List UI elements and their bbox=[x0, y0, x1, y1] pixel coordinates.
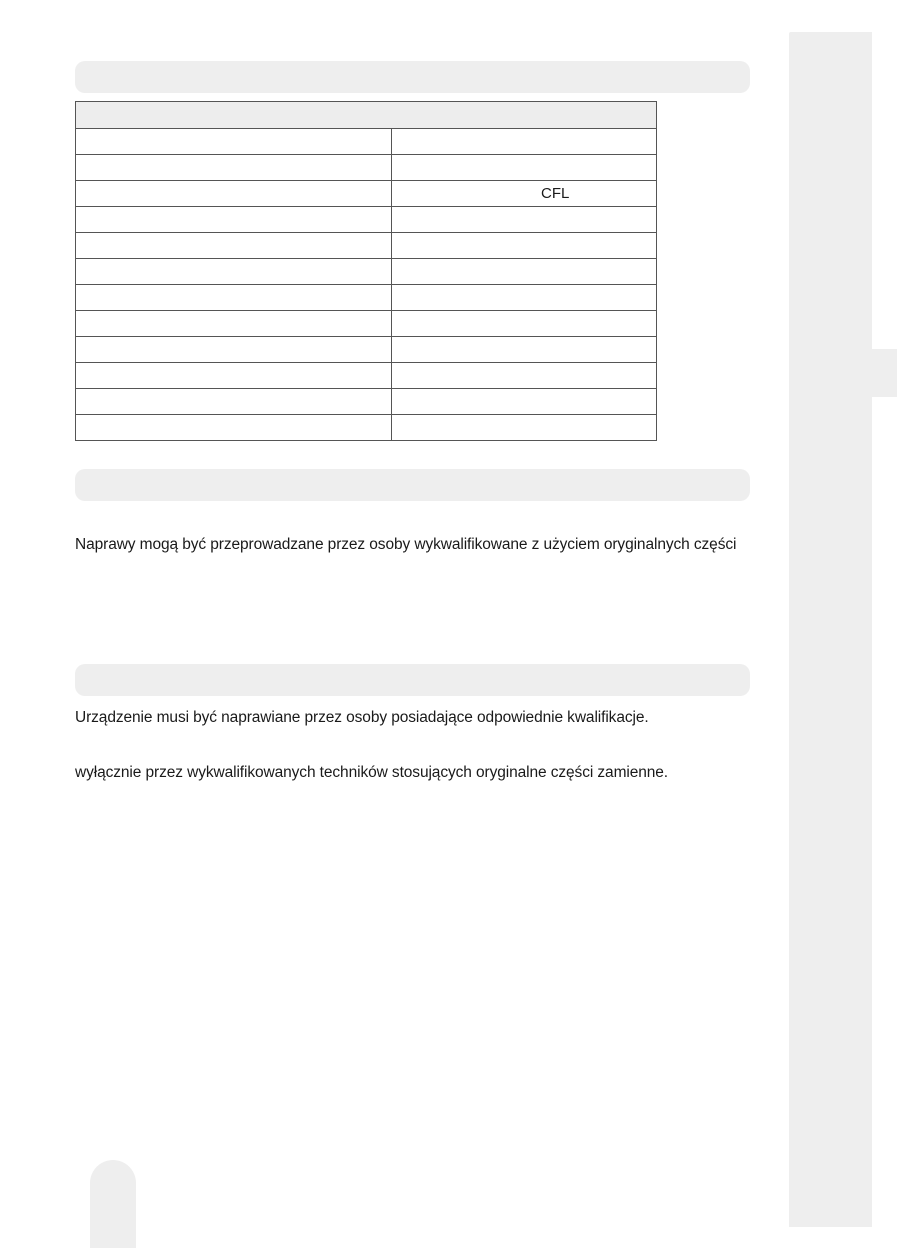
spec-label-cell bbox=[76, 129, 392, 154]
spec-label-cell bbox=[76, 233, 392, 258]
spec-label-cell bbox=[76, 337, 392, 362]
spec-label-cell bbox=[76, 311, 392, 336]
spec-value-cell bbox=[392, 129, 656, 154]
section-header-repairs bbox=[75, 469, 750, 501]
table-row bbox=[76, 415, 656, 440]
spec-label-cell bbox=[76, 415, 392, 440]
service-paragraph-2: wyłącznie przez wykwalifikowanych techników stosujących oryginalne części zamienne. bbox=[75, 764, 669, 781]
spec-label-cell bbox=[76, 207, 392, 232]
spec-label-cell bbox=[76, 259, 392, 284]
spec-value-cell bbox=[392, 337, 656, 362]
table-row bbox=[76, 233, 656, 259]
spec-value-cell bbox=[392, 207, 656, 232]
table-row bbox=[76, 337, 656, 363]
lamp-type-value: CFL bbox=[541, 185, 570, 202]
spec-label-cell bbox=[76, 285, 392, 310]
spec-value-cell bbox=[392, 259, 656, 284]
section-header-specifications bbox=[75, 61, 750, 93]
service-paragraph-1: Urządzenie musi być naprawiane przez osoby posiadające odpowiednie kwalifikacje. bbox=[75, 709, 649, 726]
table-row bbox=[76, 207, 656, 233]
table-row bbox=[76, 311, 656, 337]
table-row bbox=[76, 363, 656, 389]
language-tab bbox=[802, 349, 897, 397]
table-row bbox=[76, 389, 656, 415]
section-header-service bbox=[75, 664, 750, 696]
spec-value-cell bbox=[392, 363, 656, 388]
table-row bbox=[76, 285, 656, 311]
spec-value-cell bbox=[392, 415, 656, 440]
spec-value-cell bbox=[392, 233, 656, 258]
table-row bbox=[76, 259, 656, 285]
spec-label-cell bbox=[76, 155, 392, 180]
spec-value-cell bbox=[392, 181, 656, 206]
spec-label-cell bbox=[76, 363, 392, 388]
spec-value-cell bbox=[392, 389, 656, 414]
table-row bbox=[76, 181, 656, 207]
table-row bbox=[76, 155, 656, 181]
table-row bbox=[76, 129, 656, 155]
spec-label-cell bbox=[76, 181, 392, 206]
spec-value-cell bbox=[392, 311, 656, 336]
repairs-paragraph: Naprawy mogą być przeprowadzane przez osoby wykwalifikowane z użyciem oryginalnych części bbox=[75, 536, 737, 553]
spec-table bbox=[75, 101, 657, 441]
side-strip bbox=[789, 32, 872, 1227]
page-number-tab bbox=[90, 1160, 136, 1248]
spec-value-cell bbox=[392, 285, 656, 310]
spec-table-header bbox=[76, 102, 656, 129]
spec-value-cell bbox=[392, 155, 656, 180]
spec-label-cell bbox=[76, 389, 392, 414]
